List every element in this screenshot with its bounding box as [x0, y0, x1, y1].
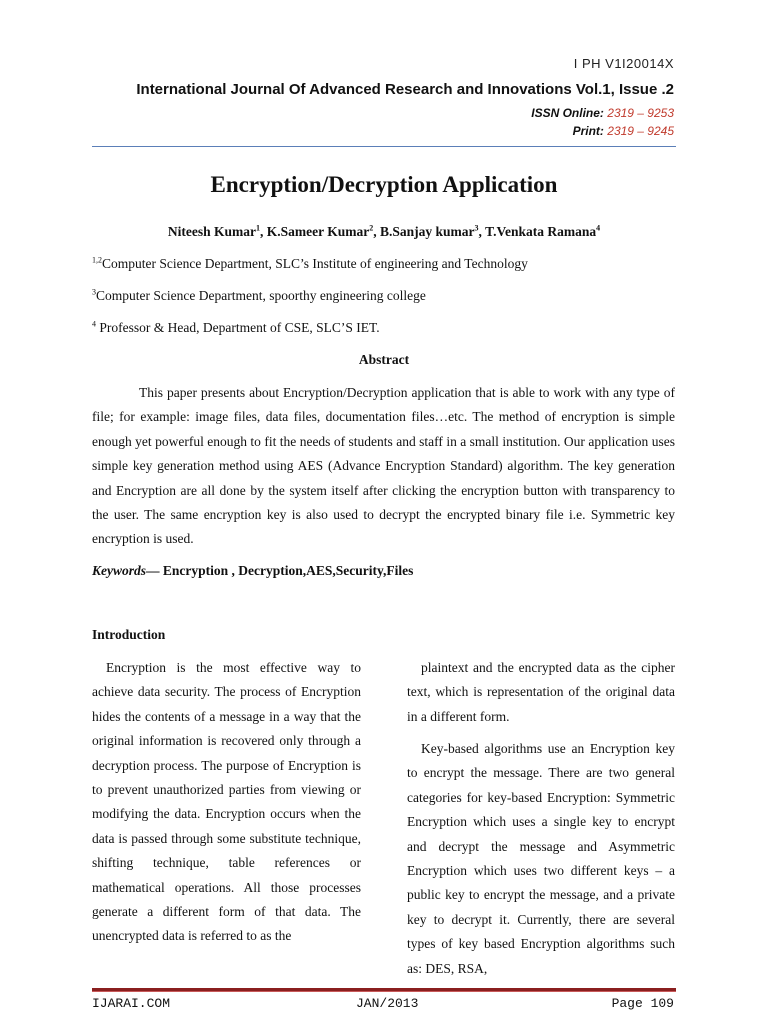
- body-column-right-paragraph: Key-based algorithms use an Encryption key to encrypt the message. There are two general categories for key-based Encryption: Symmetric Encryption which uses a single key to encrypt and decrypt the message and Asymmetric Encryption which uses two different keys – a public key to encrypt the message, and a private key to decrypt it. Currently, there are several types of key based Encryption algorithms such as: DES, RSA,: [407, 741, 675, 976]
- affiliation-text: Computer Science Department, SLC’s Institute of engineering and Technology: [102, 256, 528, 271]
- footer-date: JAN/2013: [356, 996, 419, 1011]
- issn-print-label: Print:: [572, 124, 604, 138]
- author-sup: 3: [474, 223, 479, 233]
- author-name: Niteesh Kumar: [167, 224, 257, 239]
- keywords-separator: —: [146, 563, 163, 578]
- footer-page-number: Page 109: [611, 996, 674, 1011]
- body-column-right-paragraph: plaintext and the encrypted data as the cipher text, which is representation of the original data in a different form.: [407, 660, 675, 724]
- paper-title: Encryption/Decryption Application: [210, 172, 558, 197]
- keywords-text: Encryption , Decryption,AES,Security,Files: [162, 563, 414, 578]
- footer-divider: [92, 988, 676, 992]
- affiliation: [92, 288, 426, 304]
- keywords: [92, 563, 413, 579]
- header-divider: [92, 146, 676, 147]
- affiliation-sup: 4: [92, 319, 96, 329]
- affiliation-sup: 1,2: [92, 255, 102, 265]
- author-sup: 1: [256, 223, 261, 233]
- issn-online: [531, 106, 674, 120]
- paper-code: I PH V1I20014X: [573, 56, 674, 71]
- author-sup: 2: [369, 223, 374, 233]
- affiliation-sup: 3: [92, 287, 96, 297]
- abstract-heading: Abstract: [358, 352, 410, 367]
- author-name: K.Sameer Kumar: [266, 224, 370, 239]
- affiliation-text: Professor & Head, Department of CSE, SLC’S IET.: [96, 320, 380, 335]
- author-name: T.Venkata Ramana: [485, 224, 597, 239]
- author-name: B.Sanjay kumar: [380, 224, 475, 239]
- affiliation: [92, 320, 380, 336]
- issn-print: [573, 124, 674, 138]
- affiliation-text: Computer Science Department, spoorthy engineering college: [96, 288, 426, 303]
- journal-name: International Journal Of Advanced Research and Innovations Vol.1, Issue .2: [136, 81, 674, 98]
- affiliation: [92, 256, 528, 272]
- abstract-body: This paper presents about Encryption/Decryption application that is able to work with any type of file; for example: image files, data files, documentation files…etc. The method of encryption is simple enough yet powerful enough to fit the needs of students and staff in a small institution. Our application uses simple key generation method using AES (Advance Encryption Standard) algorithm. The key generation and Encryption are all done by the system itself after clicking the encryption button with transparency to the user. The same encryption key is also used to decrypt the encrypted binary file i.e. Symmetric key encryption is used.: [92, 385, 675, 547]
- author-list: Niteesh Kumar$^1$, K.Sameer Kumar$^2$, B.Sanjay kumar$^3$, T.Venkata Ramana$^4$: [167, 223, 601, 239]
- author-sup: 4: [596, 223, 601, 233]
- section-heading-introduction: Introduction: [92, 627, 166, 642]
- issn-print-value: 2319 – 9245: [607, 124, 674, 138]
- body-column-left: Encryption is the most effective way to achieve data security. The process of Encryption hides the contents of a message in a way that the original information is recovered only through a decryption process. The purpose of Encryption is to prevent unauthorized parties from viewing or modifying the data. Encryption occurs when the data is passed through some substitute technique, shifting technique, table references or mathematical operations. All those processes generate a different form of that data. The unencrypted data is referred to as the: [92, 660, 361, 944]
- issn-online-value: 2319 – 9253: [607, 106, 674, 120]
- issn-online-label: ISSN Online:: [531, 106, 604, 120]
- footer-site: IJARAI.COM: [92, 996, 171, 1011]
- keywords-label: Keywords: [92, 563, 146, 578]
